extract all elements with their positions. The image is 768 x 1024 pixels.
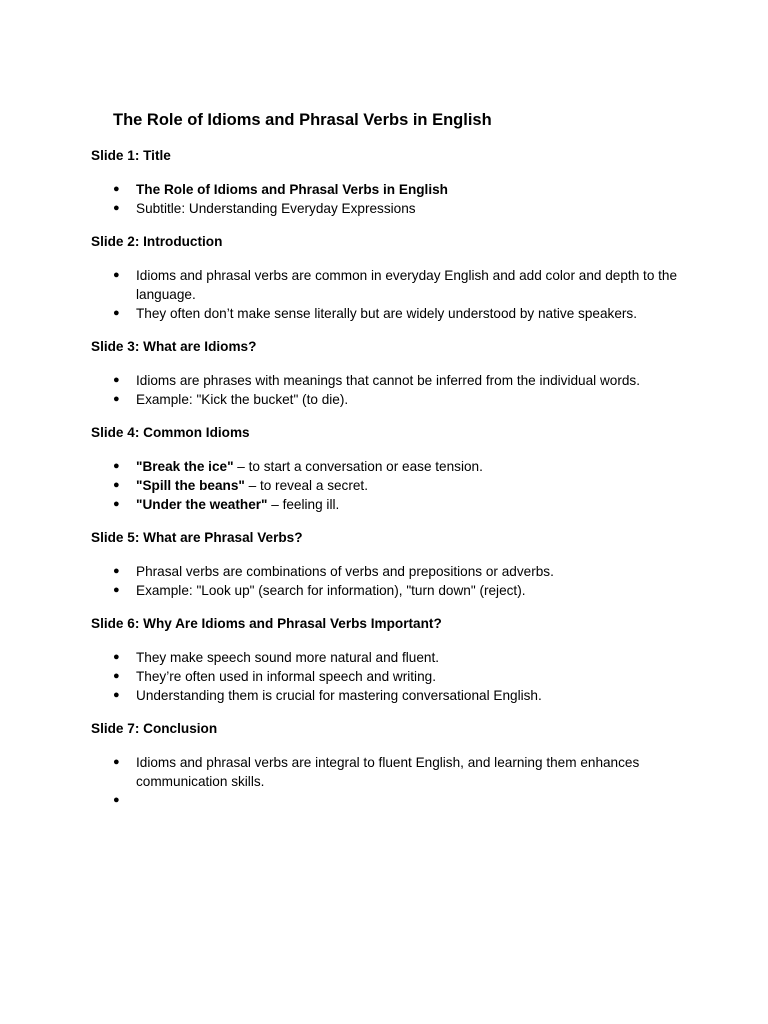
list-item bbox=[91, 581, 681, 600]
bullet-icon: ● bbox=[113, 498, 120, 510]
item-text: Idioms and phrasal verbs are common in everyday English and add color and depth to the language. bbox=[136, 268, 678, 302]
bullet-list bbox=[91, 562, 691, 600]
list-item bbox=[91, 648, 681, 667]
bold-text: "Break the ice" bbox=[136, 459, 234, 474]
slide-section-6 bbox=[91, 614, 691, 705]
bullet-list bbox=[91, 753, 691, 806]
slide-heading: Slide 2: Introduction bbox=[91, 234, 223, 249]
item-text: They often don’t make sense literally but are widely understood by native speakers. bbox=[136, 306, 637, 321]
item-text: They make speech sound more natural and fluent. bbox=[136, 650, 440, 665]
list-item bbox=[91, 562, 681, 581]
list-item bbox=[91, 476, 681, 495]
item-text: Understanding them is crucial for mastering conversational English. bbox=[136, 688, 542, 703]
bullet-list bbox=[91, 180, 691, 218]
slide-section-1 bbox=[91, 146, 691, 218]
bullet-icon: ● bbox=[113, 307, 120, 319]
slide-heading: Slide 1: Title bbox=[91, 148, 171, 163]
slide-section-3 bbox=[91, 337, 691, 409]
list-item bbox=[91, 180, 681, 199]
list-item bbox=[91, 667, 681, 686]
slide-heading: Slide 7: Conclusion bbox=[91, 721, 218, 736]
bullet-icon: ● bbox=[113, 584, 120, 596]
item-text: Idioms and phrasal verbs are integral to fluent English, and learning them enhances communication skills. bbox=[136, 755, 640, 789]
item-text: – to start a conversation or ease tension. bbox=[233, 459, 483, 474]
slide-section-2 bbox=[91, 232, 691, 323]
slides-outline bbox=[91, 146, 691, 805]
item-text: Example: "Kick the bucket" (to die). bbox=[136, 392, 349, 407]
list-item bbox=[91, 686, 681, 705]
list-item bbox=[91, 371, 681, 390]
list-item bbox=[91, 199, 681, 218]
bullet-icon: ● bbox=[113, 460, 120, 472]
bullet-icon: ● bbox=[113, 651, 120, 663]
bullet-icon: ● bbox=[113, 479, 120, 491]
bullet-list bbox=[91, 648, 691, 705]
bold-text: The Role of Idioms and Phrasal Verbs in English bbox=[136, 182, 448, 197]
bold-text: "Under the weather" bbox=[136, 497, 268, 512]
item-text: – to reveal a secret. bbox=[244, 478, 368, 493]
bullet-icon: ● bbox=[113, 565, 120, 577]
bullet-icon: ● bbox=[113, 393, 120, 405]
item-text: Example: "Look up" (search for information), "turn down" (reject). bbox=[136, 583, 526, 598]
slide-section-5 bbox=[91, 528, 691, 600]
list-item bbox=[91, 457, 681, 476]
item-text: Phrasal verbs are combinations of verbs and prepositions or adverbs. bbox=[136, 564, 554, 579]
slide-heading: Slide 3: What are Idioms? bbox=[91, 339, 257, 354]
bullet-icon: ● bbox=[113, 183, 120, 195]
slide-heading: Slide 6: Why Are Idioms and Phrasal Verbs Important? bbox=[91, 616, 442, 631]
bullet-list bbox=[91, 266, 691, 323]
bullet-icon: ● bbox=[113, 756, 120, 768]
item-text: – feeling ill. bbox=[267, 497, 340, 512]
slide-section-4 bbox=[91, 423, 691, 514]
bullet-icon: ● bbox=[113, 670, 120, 682]
bullet-icon: ● bbox=[113, 269, 120, 281]
list-item bbox=[91, 753, 681, 791]
list-item bbox=[91, 390, 681, 409]
bullet-list bbox=[91, 371, 691, 409]
item-text: They’re often used in informal speech and writing. bbox=[136, 669, 436, 684]
item-text: Idioms are phrases with meanings that cannot be inferred from the individual words. bbox=[136, 373, 640, 388]
document-title: The Role of Idioms and Phrasal Verbs in English bbox=[113, 111, 492, 129]
slide-heading: Slide 4: Common Idioms bbox=[91, 425, 250, 440]
item-text: Subtitle: Understanding Everyday Expressions bbox=[136, 201, 416, 216]
list-item bbox=[91, 266, 681, 304]
bullet-icon: ● bbox=[113, 794, 120, 806]
slide-section-7 bbox=[91, 719, 691, 806]
bullet-icon: ● bbox=[113, 374, 120, 386]
list-item bbox=[91, 304, 681, 323]
bullet-icon: ● bbox=[113, 202, 120, 214]
bullet-list bbox=[91, 457, 691, 514]
bullet-icon: ● bbox=[113, 689, 120, 701]
slide-heading: Slide 5: What are Phrasal Verbs? bbox=[91, 530, 303, 545]
bold-text: "Spill the beans" bbox=[136, 478, 245, 493]
list-item bbox=[91, 495, 681, 514]
